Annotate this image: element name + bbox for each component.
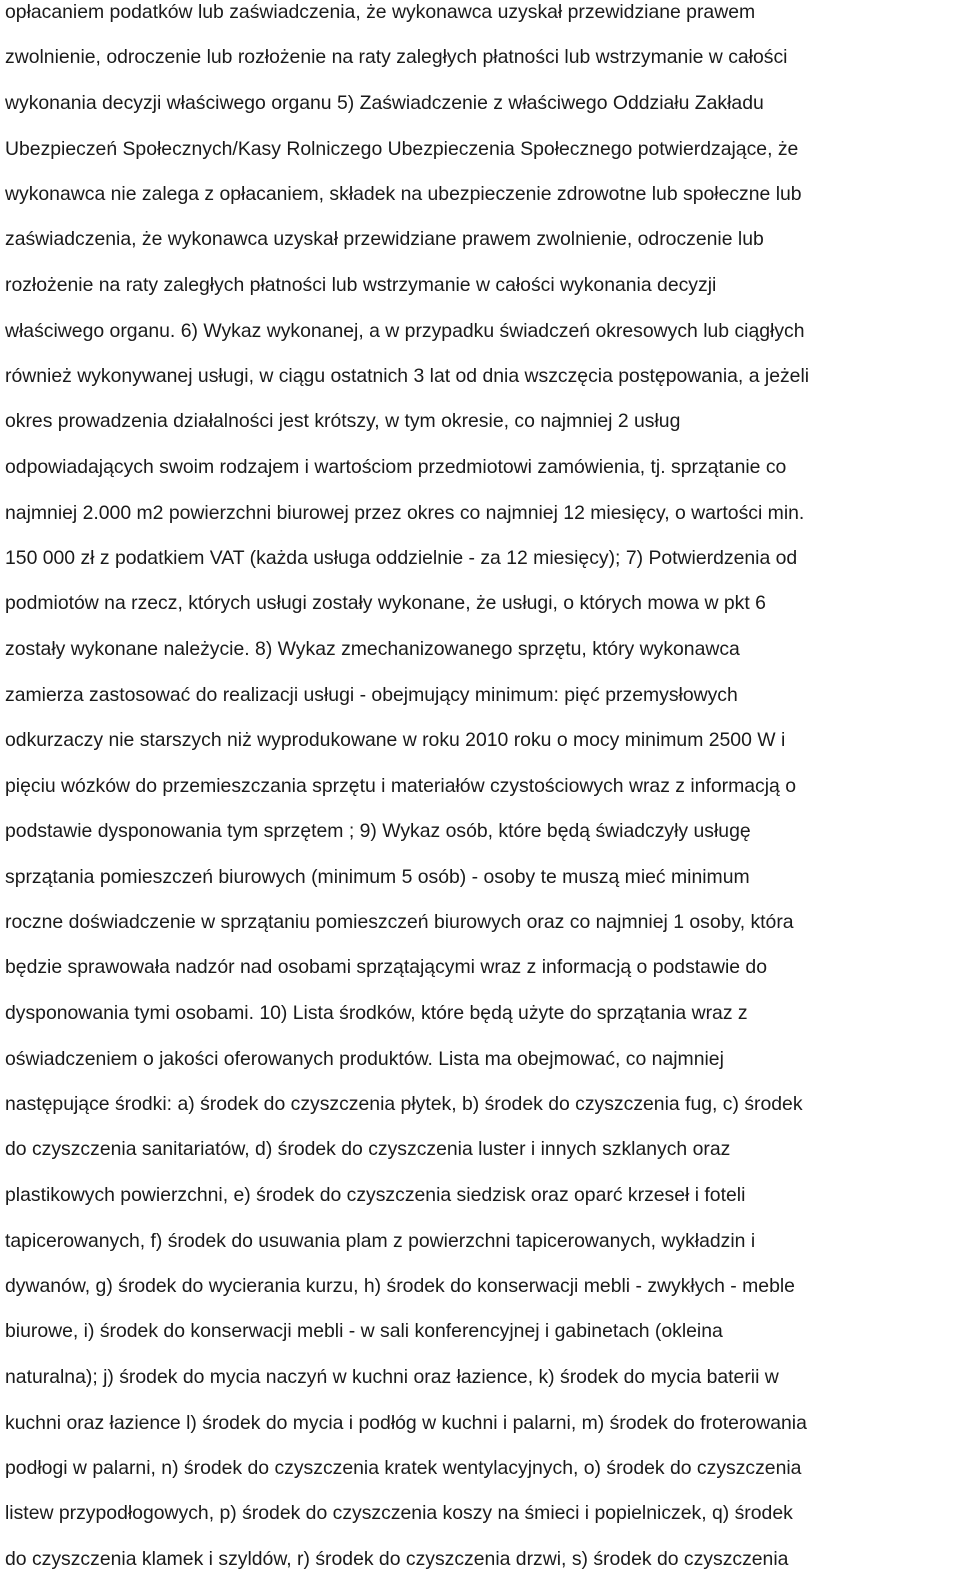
- text-line-26: do czyszczenia sanitariatów, d) środek do czyszczenia luster i innych szklanych oraz: [5, 1138, 731, 1160]
- text-line-32: kuchni oraz łazience l) środek do mycia i podłóg w kuchni i palarni, m) środek do froterowania: [5, 1412, 807, 1434]
- text-line-27: plastikowych powierzchni, e) środek do czyszczenia siedzisk oraz oparć krzeseł i foteli: [5, 1184, 746, 1206]
- text-line-7: rozłożenie na raty zaległych płatności lub wstrzymanie w całości wykonania decyzji: [5, 274, 717, 296]
- text-line-18: pięciu wózków do przemieszczania sprzętu i materiałów czystościowych wraz z informacją o: [5, 775, 796, 797]
- text-line-3: wykonania decyzji właściwego organu 5) Zaświadczenie z właściwego Oddziału Zakładu: [5, 92, 764, 114]
- text-line-17: odkurzaczy nie starszych niż wyprodukowane w roku 2010 roku o mocy minimum 2500 W i: [5, 729, 786, 751]
- text-line-6: zaświadczenia, że wykonawca uzyskał przewidziane prawem zwolnienie, odroczenie lub: [5, 228, 764, 250]
- text-line-31: naturalna); j) środek do mycia naczyń w kuchni oraz łazience, k) środek do mycia baterii w: [5, 1366, 779, 1388]
- text-line-23: dysponowania tymi osobami. 10) Lista środków, które będą użyte do sprzątania wraz z: [5, 1002, 748, 1024]
- text-line-8: właściwego organu. 6) Wykaz wykonanej, a w przypadku świadczeń okresowych lub ciągłych: [5, 320, 805, 342]
- text-line-11: odpowiadających swoim rodzajem i wartościom przedmiotowi zamówienia, tj. sprzątanie co: [5, 456, 787, 478]
- text-line-5: wykonawca nie zalega z opłacaniem, składek na ubezpieczenie zdrowotne lub społeczne lub: [5, 183, 802, 205]
- text-line-21: roczne doświadczenie w sprzątaniu pomieszczeń biurowych oraz co najmniej 1 osoby, która: [5, 911, 794, 933]
- text-line-24: oświadczeniem o jakości oferowanych produktów. Lista ma obejmować, co najmniej: [5, 1048, 724, 1070]
- text-line-4: Ubezpieczeń Społecznych/Kasy Rolniczego Ubezpieczenia Społecznego potwierdzające, że: [5, 138, 799, 160]
- text-line-16: zamierza zastosować do realizacji usługi - obejmujący minimum: pięć przemysłowych: [5, 684, 738, 706]
- text-line-30: biurowe, i) środek do konserwacji mebli - w sali konferencyjnej i gabinetach (okleina: [5, 1320, 723, 1342]
- text-line-33: podłogi w palarni, n) środek do czyszczenia kratek wentylacyjnych, o) środek do czyszczenia: [5, 1457, 802, 1479]
- text-line-25: następujące środki: a) środek do czyszczenia płytek, b) środek do czyszczenia fug, c) środek: [5, 1093, 803, 1115]
- text-line-19: podstawie dysponowania tym sprzętem ; 9) Wykaz osób, które będą świadczyły usługę: [5, 820, 751, 842]
- text-line-13: 150 000 zł z podatkiem VAT (każda usługa oddzielnie - za 12 miesięcy); 7) Potwierdzenia od: [5, 547, 798, 569]
- text-line-12: najmniej 2.000 m2 powierzchni biurowej przez okres co najmniej 12 miesięcy, o wartości min.: [5, 502, 805, 524]
- text-line-1: opłacaniem podatków lub zaświadczenia, że wykonawca uzyskał przewidziane prawem: [5, 1, 756, 23]
- text-line-10: okres prowadzenia działalności jest krótszy, w tym okresie, co najmniej 2 usług: [5, 410, 681, 432]
- text-line-14: podmiotów na rzecz, których usługi zostały wykonane, że usługi, o których mowa w pkt 6: [5, 592, 766, 614]
- text-line-15: zostały wykonane należycie. 8) Wykaz zmechanizowanego sprzętu, który wykonawca: [5, 638, 740, 660]
- text-line-29: dywanów, g) środek do wycierania kurzu, h) środek do konserwacji mebli - zwykłych - meble: [5, 1275, 795, 1297]
- text-line-22: będzie sprawowała nadzór nad osobami sprzątającymi wraz z informacją o podstawie do: [5, 956, 768, 978]
- text-line-9: również wykonywanej usługi, w ciągu ostatnich 3 lat od dnia wszczęcia postępowania, a jeżeli: [5, 365, 810, 387]
- text-line-34: listew przypodłogowych, p) środek do czyszczenia koszy na śmieci i popielniczek, q) środek: [5, 1502, 793, 1524]
- text-line-2: zwolnienie, odroczenie lub rozłożenie na raty zaległych płatności lub wstrzymanie w całości: [5, 46, 788, 68]
- text-line-28: tapicerowanych, f) środek do usuwania plam z powierzchni tapicerowanych, wykładzin i: [5, 1230, 756, 1252]
- text-line-35: do czyszczenia klamek i szyldów, r) środek do czyszczenia drzwi, s) środek do czyszczenia: [5, 1548, 789, 1570]
- text-line-20: sprzątania pomieszczeń biurowych (minimum 5 osób) - osoby te muszą mieć minimum: [5, 866, 750, 888]
